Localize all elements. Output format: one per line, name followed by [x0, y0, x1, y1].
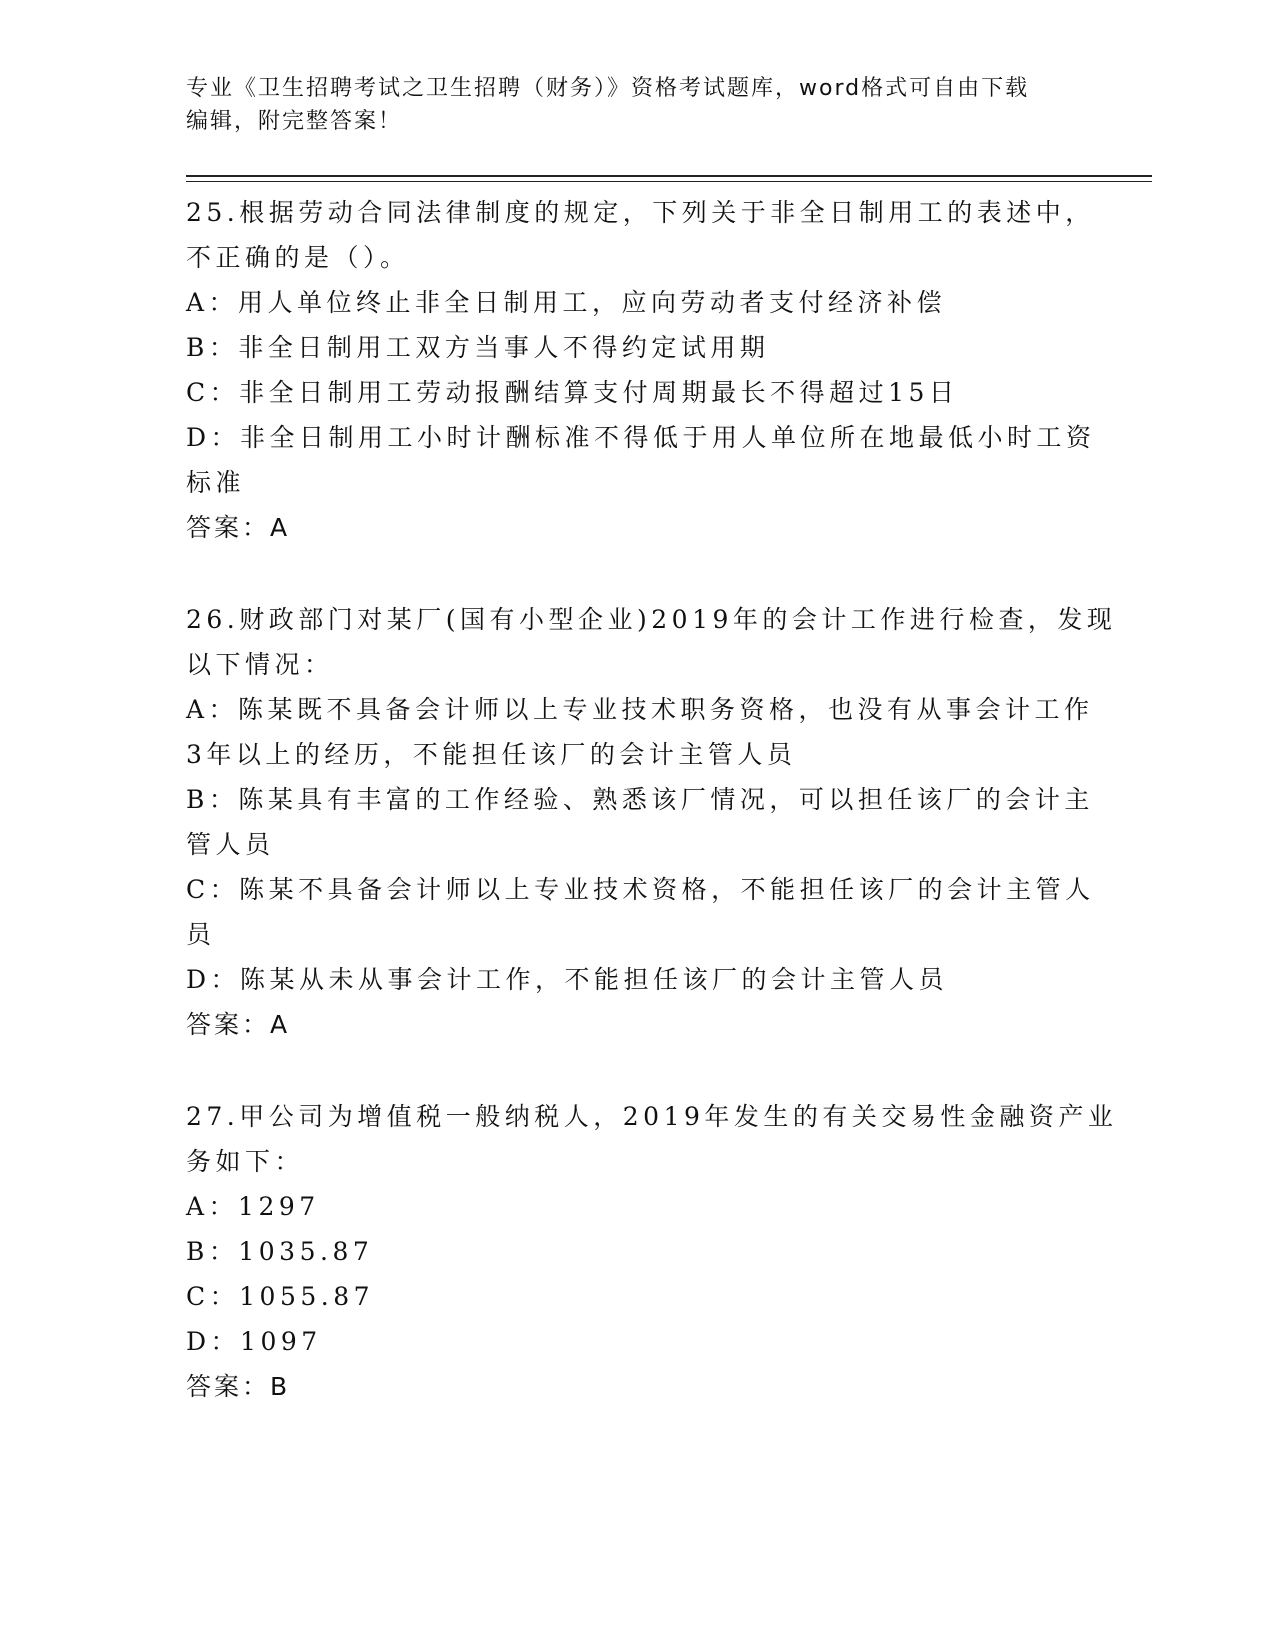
question-list — [186, 190, 1118, 1409]
header-divider-thick — [186, 175, 1152, 177]
option-d: D：非全日制用工小时计酬标准不得低于用人单位所在地最低小时工资 — [186, 423, 1096, 452]
question-stem-line: 不正确的是（）。 — [186, 243, 410, 272]
option-c-continued: 员 — [186, 920, 216, 949]
option-c: C：陈某不具备会计师以上专业技术资格，不能担任该厂的会计主管人 — [186, 875, 1095, 904]
question-26 — [186, 597, 1117, 1047]
document-header — [186, 72, 1066, 138]
option-b: B：1035.87 — [186, 1237, 374, 1266]
question-stem-line: 27.甲公司为增值税一般纳税人，2019年发生的有关交易性金融资产业 — [186, 1102, 1118, 1131]
question-25 — [186, 190, 1096, 550]
answer-label: 答案：A — [186, 513, 291, 542]
question-stem-line: 以下情况： — [186, 650, 334, 679]
option-c: C：非全日制用工劳动报酬结算支付周期最长不得超过15日 — [186, 378, 959, 407]
answer-label: 答案：A — [186, 1010, 291, 1039]
option-d: D：陈某从未从事会计工作，不能担任该厂的会计主管人员 — [186, 965, 949, 994]
header-line-2: 编辑，附完整答案！ — [186, 109, 403, 134]
header-line-1: 专业《卫生招聘考试之卫生招聘（财务）》资格考试题库，word格式可自由下载 — [186, 76, 1030, 101]
header-divider-thin — [186, 181, 1152, 182]
option-a: A：1297 — [186, 1192, 320, 1221]
question-27 — [186, 1094, 1118, 1409]
question-stem-line: 26.财政部门对某厂(国有小型企业)2019年的会计工作进行检查，发现 — [186, 605, 1117, 634]
option-d-continued: 标准 — [186, 468, 246, 497]
option-d: D：1097 — [186, 1327, 322, 1356]
option-c: C：1055.87 — [186, 1282, 375, 1311]
option-a: A：用人单位终止非全日制用工，应向劳动者支付经济补偿 — [186, 288, 947, 317]
option-b: B：陈某具有丰富的工作经验、熟悉该厂情况，可以担任该厂的会计主 — [186, 785, 1094, 814]
option-b-continued: 管人员 — [186, 830, 275, 859]
question-stem-line: 25.根据劳动合同法律制度的规定，下列关于非全日制用工的表述中， — [186, 198, 1095, 227]
answer-label: 答案：B — [186, 1372, 291, 1401]
option-a: A：陈某既不具备会计师以上专业技术职务资格，也没有从事会计工作 — [186, 695, 1094, 724]
question-stem-line: 务如下： — [186, 1147, 305, 1176]
option-a-continued: 3年以上的经历，不能担任该厂的会计主管人员 — [186, 740, 797, 769]
option-b: B：非全日制用工双方当事人不得约定试用期 — [186, 333, 770, 362]
